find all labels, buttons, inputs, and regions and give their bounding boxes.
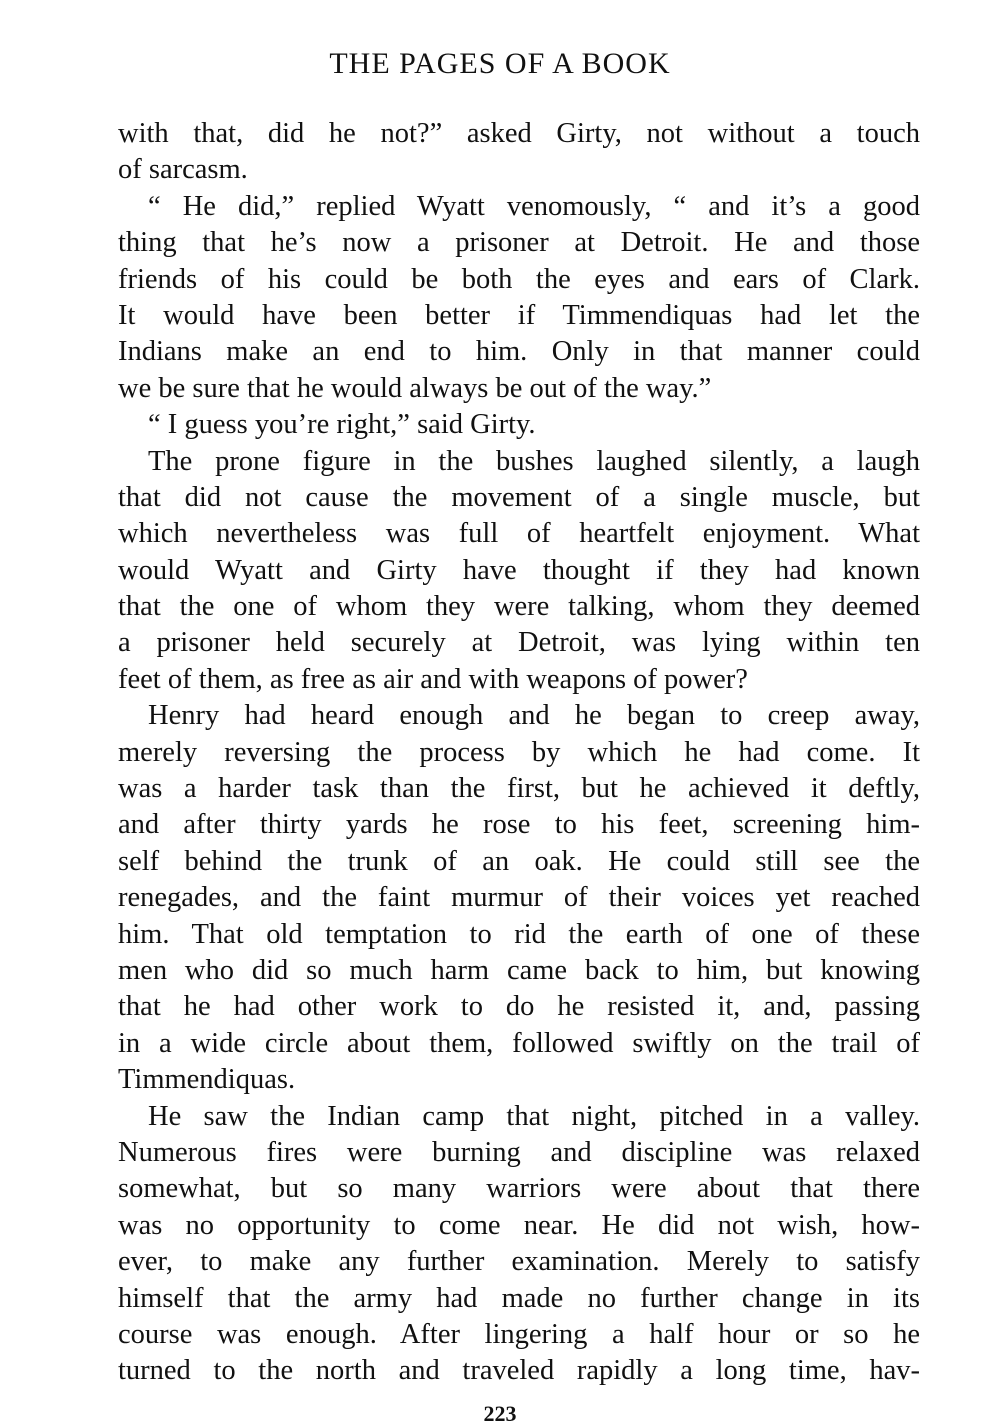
text-line: thing that he’s now a prisoner at Detroit. He and those (118, 227, 920, 259)
text-line: renegades, and the faint murmur of their voices yet reached (118, 882, 920, 914)
text-line: Henry had heard enough and he began to creep away, (148, 700, 920, 732)
text-line: somewhat, but so many warriors were about that there (118, 1173, 920, 1205)
text-line: turned to the north and traveled rapidly a long time, hav- (118, 1355, 920, 1387)
text-line: Timmendiquas. (118, 1064, 296, 1096)
text-line: himself that the army had made no further change in its (118, 1282, 920, 1314)
body-text (118, 116, 920, 1390)
text-line: a prisoner held securely at Detroit, was lying within ten (118, 627, 920, 659)
text-line: feet of them, as free as air and with weapons of power? (118, 663, 748, 695)
text-line: with that, did he not?” asked Girty, not without a touch (118, 118, 920, 149)
text-line: and after thirty yards he rose to his feet, screening him- (118, 809, 920, 841)
text-line: that did not cause the movement of a single muscle, but (118, 481, 920, 513)
running-head: THE PAGES OF A BOOK (329, 47, 671, 80)
text-line: that he had other work to do he resisted it, and, passing (118, 991, 920, 1023)
text-line: “ He did,” replied Wyatt venomously, “ and it’s a good (148, 190, 920, 222)
text-line: was a harder task than the first, but he achieved it deftly, (118, 773, 920, 805)
text-line: ever, to make any further examination. Merely to satisfy (118, 1246, 920, 1278)
text-line: was no opportunity to come near. He did not wish, how- (118, 1209, 920, 1241)
text-line: “ I guess you’re right,” said Girty. (148, 409, 536, 441)
text-line: Numerous fires were burning and discipline was relaxed (118, 1136, 920, 1168)
text-line: men who did so much harm came back to him, but knowing (118, 954, 920, 986)
text-line: He saw the Indian camp that night, pitched in a valley. (148, 1100, 920, 1132)
text-line: which nevertheless was full of heartfelt enjoyment. What (118, 518, 920, 550)
text-line: of sarcasm. (118, 154, 248, 186)
text-line: self behind the trunk of an oak. He could still see the (118, 845, 920, 877)
text-line: we be sure that he would always be out of the way.” (118, 372, 712, 404)
text-line: would Wyatt and Girty have thought if they had known (118, 554, 920, 586)
text-line: course was enough. After lingering a half hour or so he (118, 1318, 920, 1350)
text-line: Indians make an end to him. Only in that manner could (118, 336, 920, 368)
text-line: merely reversing the process by which he had come. It (118, 736, 920, 768)
text-line: in a wide circle about them, followed swiftly on the trail of (118, 1027, 920, 1059)
text-line: him. That old temptation to rid the earth of one of these (118, 918, 920, 950)
text-line: friends of his could be both the eyes and ears of Clark. (118, 263, 920, 295)
page-number: 223 (483, 1401, 517, 1426)
text-line: that the one of whom they were talking, whom they deemed (118, 591, 920, 623)
text-line: The prone figure in the bushes laughed silently, a laugh (148, 445, 920, 477)
text-line: It would have been better if Timmendiquas had let the (118, 299, 920, 331)
